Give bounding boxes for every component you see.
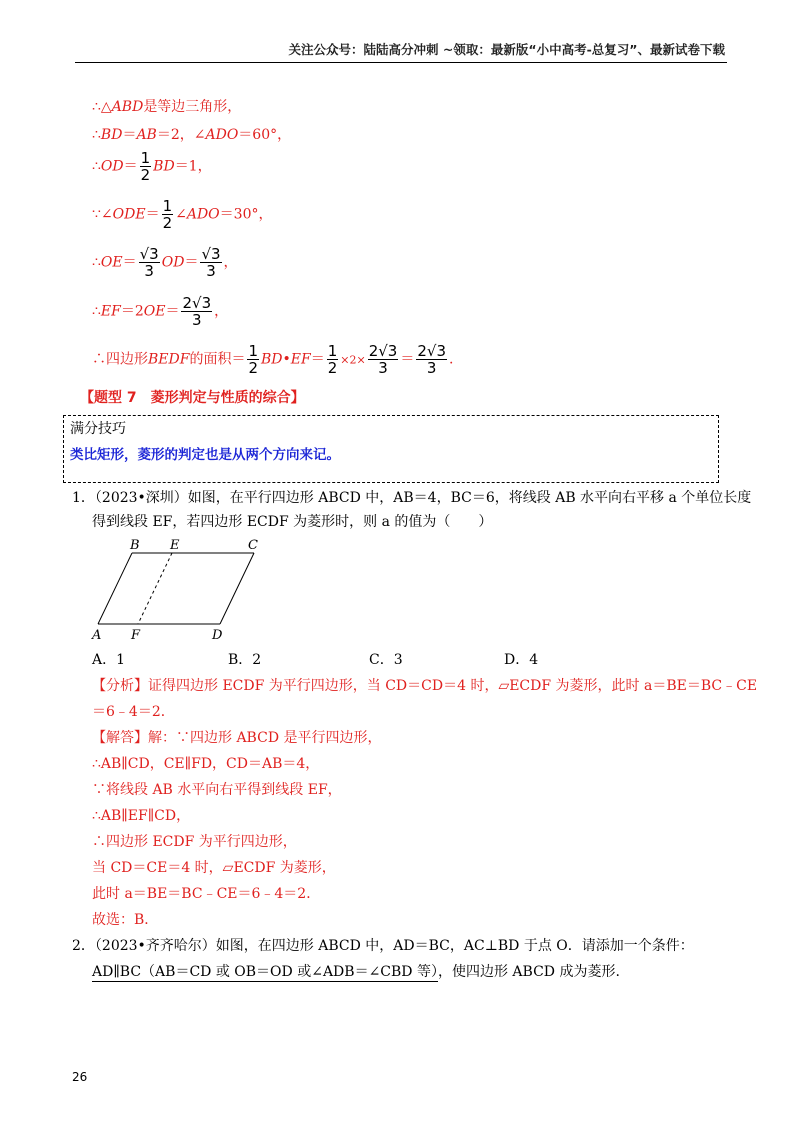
fraction xyxy=(181,295,212,328)
fraction xyxy=(200,246,221,279)
numerator: √3 xyxy=(139,245,159,263)
page-header: 关注公众号：陆陆高分冲刺 ~领取：最新版“小中高考-总复习”、最新试卷下载 xyxy=(288,42,725,57)
fraction xyxy=(139,246,160,279)
text: ＝1， xyxy=(174,158,212,175)
label-F: F xyxy=(131,628,141,643)
option-c: C．3 xyxy=(369,652,403,668)
text: ＝ xyxy=(123,158,138,175)
analysis-line-2: ＝6﹣4＝2． xyxy=(92,704,175,720)
var: ADO xyxy=(186,206,220,223)
numerator: 1 xyxy=(162,197,173,215)
var: BD xyxy=(261,351,283,368)
solution-line-5 xyxy=(92,246,238,279)
text: ∴ xyxy=(92,254,101,271)
var: BD xyxy=(153,158,175,175)
segment-EF xyxy=(138,553,172,624)
var: AB xyxy=(136,127,157,143)
numerator: 1 xyxy=(327,342,338,360)
answer-line: ∵将线段 AB 水平向右平得到线段 EF， xyxy=(92,782,342,798)
text: ＝ xyxy=(400,351,415,368)
denominator: 3 xyxy=(192,311,202,329)
numerator: 1 xyxy=(248,342,258,360)
text: ＝ xyxy=(184,254,199,271)
text: . xyxy=(449,351,454,368)
denominator: 2 xyxy=(248,359,258,377)
solution-line-3 xyxy=(92,150,212,183)
var: OE xyxy=(143,303,166,320)
denominator: 2 xyxy=(140,166,151,184)
label-C: C xyxy=(248,538,258,553)
header-rule xyxy=(75,62,727,63)
denominator: 3 xyxy=(426,359,437,377)
q1-stem-line-2: 得到线段 EF，若四边形 ECDF 为菱形时，则 a 的值为（ ） xyxy=(92,514,493,530)
label-D: D xyxy=(212,628,223,643)
text: ×2× xyxy=(340,353,366,367)
parallelogram-figure xyxy=(88,537,278,645)
text: ∴ xyxy=(92,127,101,143)
solution-line-6 xyxy=(92,295,228,328)
option-a: A．1 xyxy=(92,652,126,668)
fraction xyxy=(416,343,447,376)
var: EF xyxy=(100,303,121,320)
text: • xyxy=(282,351,291,368)
var: BEDF xyxy=(148,351,190,368)
label-B: B xyxy=(130,538,140,553)
answer-line: ∴四边形 ECDF 为平行四边形， xyxy=(92,834,297,850)
text: ， xyxy=(214,303,229,320)
text: ＝2 xyxy=(120,303,144,320)
edge-AB xyxy=(98,553,132,624)
solution-line-4 xyxy=(92,198,272,231)
answer-line: 故选：B． xyxy=(92,912,159,928)
fraction xyxy=(140,150,152,183)
var: ODE xyxy=(112,206,146,223)
q1-stem-line-1: 1．（2023•深圳）如图，在平行四边形 ABCD 中，AB＝4，BC＝6，将线段 AB 水平向右平移 a 个单位长度 xyxy=(72,490,752,506)
numerator: 2√3 xyxy=(417,342,447,360)
tip-title: 满分技巧 xyxy=(70,421,126,437)
denominator: 3 xyxy=(206,262,216,280)
text: ＝ xyxy=(310,351,325,368)
numerator: √3 xyxy=(201,245,221,263)
text: ＝ xyxy=(122,127,137,143)
var: EF xyxy=(290,351,311,368)
solution-line-2 xyxy=(92,124,291,146)
fraction xyxy=(368,343,399,376)
numerator: 2√3 xyxy=(368,342,398,360)
q2-stem-line-1: 2．（2023•齐齐哈尔）如图，在四边形 ABCD 中，AD＝BC，AC⊥BD 于点 O．请添加一个条件： xyxy=(72,938,694,954)
fraction xyxy=(327,343,339,376)
var: ABD xyxy=(111,99,144,115)
var: ADO xyxy=(205,127,239,143)
edge-CD xyxy=(220,553,254,624)
text: ＝ xyxy=(122,254,137,271)
answer-line: ∴AB∥CD，CE∥FD，CD＝AB＝4， xyxy=(92,756,320,772)
text: ∴四边形 xyxy=(92,351,148,368)
option-d: D．4 xyxy=(504,652,539,668)
analysis-line-1: 【分析】证得四边形 ECDF 为平行四边形，当 CD＝CD＝4 时，▱ECDF 为菱形，此时 a＝BE＝BC﹣CE xyxy=(92,678,758,694)
var: OD xyxy=(161,254,185,271)
text: ∵∠ xyxy=(92,206,113,223)
text: ＝ xyxy=(145,206,160,223)
denominator: 2 xyxy=(327,359,338,377)
solution-line-1 xyxy=(92,96,241,118)
text: ， xyxy=(223,254,238,271)
tip-body: 类比矩形，菱形的判定也是从两个方向来记。 xyxy=(70,447,340,463)
answer-line: 【解答】解：∵四边形 ABCD 是平行四边形， xyxy=(92,730,382,746)
option-b: B．2 xyxy=(228,652,262,668)
denominator: 2 xyxy=(162,214,173,232)
numerator: 2√3 xyxy=(182,294,212,312)
text: ＝2，∠ xyxy=(156,127,206,143)
text: ＝30°， xyxy=(219,206,273,223)
answer-line: 当 CD＝CE＝4 时，▱ECDF 为菱形， xyxy=(92,860,336,876)
solution-line-7 xyxy=(92,343,453,376)
numerator: 1 xyxy=(140,149,151,167)
text: ∴ xyxy=(92,303,101,320)
label-A: A xyxy=(92,628,102,643)
answer-line: ∴AB∥EF∥CD， xyxy=(92,808,191,824)
fraction xyxy=(247,343,259,376)
var: OE xyxy=(100,254,123,271)
denominator: 3 xyxy=(144,262,154,280)
text: ∠ xyxy=(175,206,187,223)
var: OD xyxy=(100,158,124,175)
q2-stem-line-2 xyxy=(92,961,620,983)
label-E: E xyxy=(170,538,180,553)
text: ∴△ xyxy=(92,99,112,115)
text: ∴ xyxy=(92,158,101,175)
text: ＝ xyxy=(165,303,180,320)
text: 是等边三角形， xyxy=(143,99,242,115)
page-number: 26 xyxy=(72,1070,88,1084)
fraction xyxy=(162,198,174,231)
var: BD xyxy=(100,127,123,143)
q2-answer-blank: AD∥BC（AB＝CD 或 OB＝OD 或∠ADB＝∠CBD 等） xyxy=(92,964,438,980)
q2-stem-rest: ，使四边形 ABCD 成为菱形. xyxy=(437,964,620,980)
section-title: 【题型 7 菱形判定与性质的综合】 xyxy=(80,390,305,406)
text: ＝60°， xyxy=(238,127,292,143)
denominator: 3 xyxy=(378,359,388,377)
text: 的面积＝ xyxy=(189,351,246,368)
answer-line: 此时 a＝BE＝BC﹣CE＝6﹣4＝2． xyxy=(92,886,321,902)
